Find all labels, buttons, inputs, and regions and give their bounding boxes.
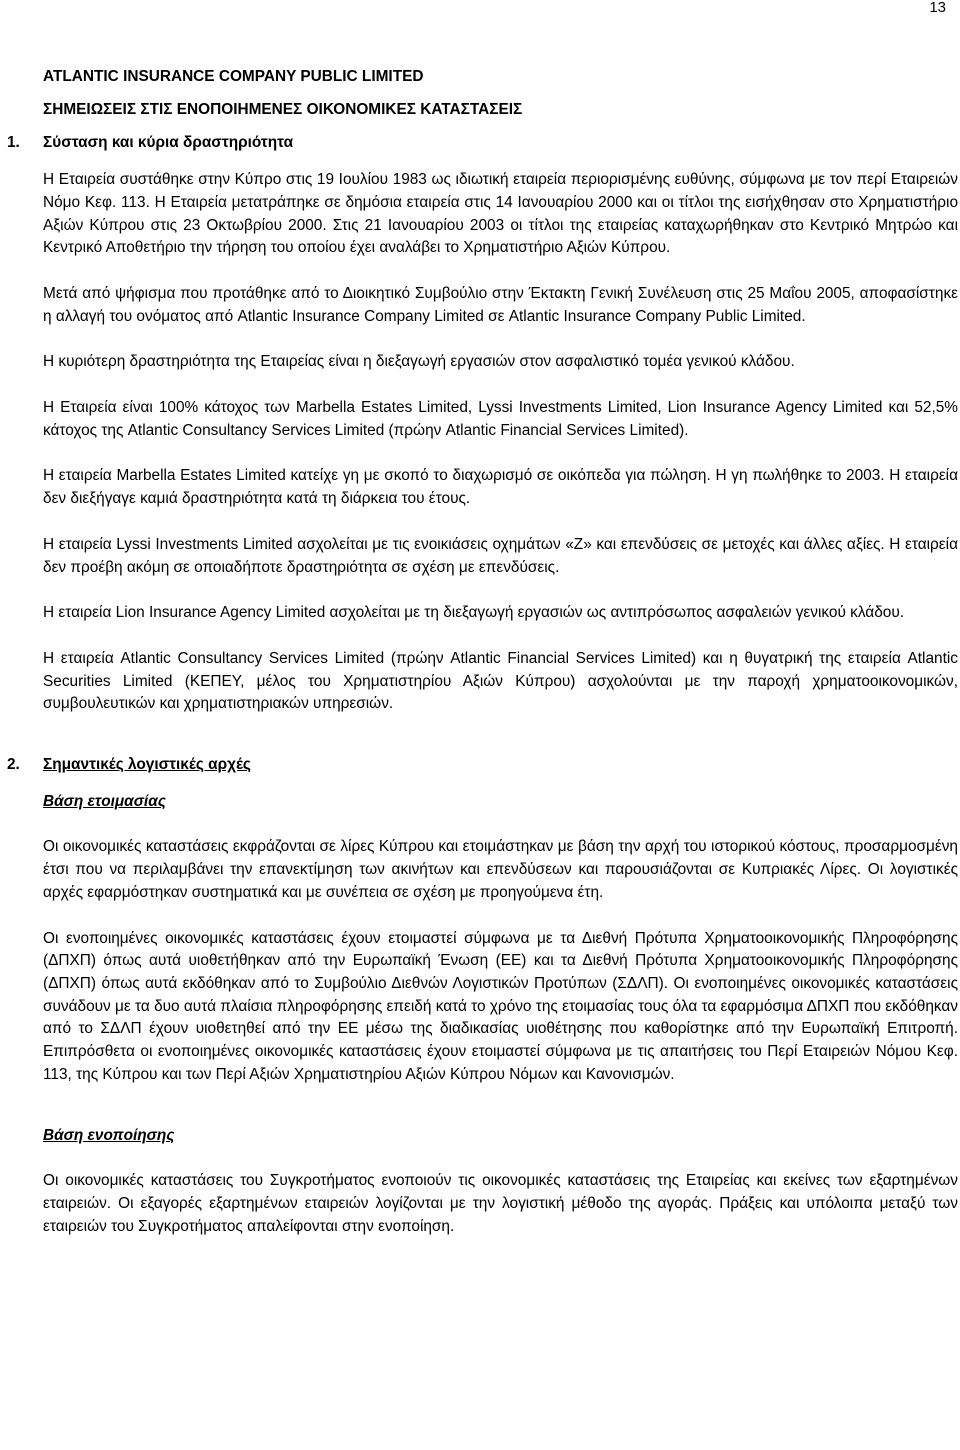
subsection-title: Βάση ενοποίησης bbox=[43, 1126, 175, 1144]
section-heading-2 bbox=[7, 754, 958, 777]
paragraph: Η Εταιρεία συστάθηκε στην Κύπρο στις 19 Ιουλίου 1983 ως ιδιωτική εταιρεία περιορισμένης ευθύνης, σύμφωνα με τον περί Εταιρειών Νόμο Κεφ. 113. Η Εταιρεία μετατράπηκε σε δημόσια εταιρεία στις 14 Ιανουαρίου 2000 και οι τίτλοι της εισήχθησαν στο Χρηματιστήριο Αξιών Κύπρου στις 23 Οκτωβρίου 2000. Στις 21 Ιανουαρίου 2003 οι τίτλοι της εταιρείας καταχωρήθηκαν στο Κεντρικό Μητρώο και Κεντρικό Αποθετήριο την τήρηση του οποίου έχει αναλάβει το Χρηματιστήριο Αξιών Κύπρου. bbox=[43, 171, 958, 257]
paragraph: Οι οικονομικές καταστάσεις του Συγκροτήματος ενοποιούν τις οικονομικές καταστάσεις της Εταιρείας και εκείνες των εξαρτημένων εταιρειών. Οι εξαγορές εξαρτημένων εταιρειών λογίζονται με την λογιστική μέθοδο της αγοράς. Πράξεις και υπόλοιπα μεταξύ των εταιρειών του Συγκροτήματος απαλείφονται στην ενοποίηση. bbox=[43, 1172, 958, 1235]
section-heading-1 bbox=[7, 132, 958, 155]
paragraph: Οι οικονομικές καταστάσεις εκφράζονται σε λίρες Κύπρου και ετοιμάστηκαν με βάση την αρχή του ιστορικού κόστους, προσαρμοσμένη έτσι που να περιλαμβάνει την επανεκτίμηση των ακινήτων και επενδύσεων και παρουσιάζονται σε Κυπριακές Λίρες. Οι λογιστικές αρχές εφαρμόστηκαν συστηματικά και με συνέπεια σε σχέση με προηγούμενα έτη. bbox=[43, 838, 958, 901]
document-title: ΣΗΜΕΙΩΣΕΙΣ ΣΤΙΣ ΕΝΟΠΟΙΗΜΕΝΕΣ ΟΙΚΟΝΟΜΙΚΕΣ ΚΑΤΑΣΤΑΣΕΙΣ bbox=[43, 100, 523, 118]
page-number: 13 bbox=[929, 0, 946, 16]
section-title: Σημαντικές λογιστικές αρχές bbox=[43, 756, 251, 774]
paragraph: Οι ενοποιημένες οικονομικές καταστάσεις έχουν ετοιμαστεί σύμφωνα με τα Διεθνή Πρότυπα Χρηματοοικονομικής Πληροφόρησης (ΔΠΧΠ) όπως αυτά υιοθετήθηκαν από την Ευρωπαϊκή Ένωση (ΕΕ) και τα Διεθνή Πρότυπα Χρηματοοικονομικής Πληροφόρησης (ΔΠΧΠ) όπως αυτά εκδόθηκαν από το Συμβούλιο Διεθνών Λογιστικών Προτύπων (ΣΔΛΠ). Οι ενοποιημένες οικονομικές καταστάσεις συνάδουν με τα δυο αυτά πλαίσια πληροφόρησης επειδή κατά το χρόνο της ετοιμασίας τους όλα τα εφαρμόσιμα ΔΠΧΠ που εκδόθηκαν από το ΣΔΛΠ έχουν υιοθετηθεί από την ΕΕ μέσω της διαδικασίας υιοθέτησης που καθορίστηκε από την Ευρωπαϊκή Επιτροπή. Επιπρόσθετα οι ενοποιημένες οικονομικές καταστάσεις έχουν ετοιμαστεί σύμφωνα με τις απαιτήσεις του Περί Εταιρειών Νόμου Κεφ. 113, της Κύπρου και των Περί Αξιών Χρηματιστηρίου Αξιών Κύπρου Νόμων και Κανονισμών. bbox=[43, 929, 958, 1083]
paragraph: Η κυριότερη δραστηριότητα της Εταιρείας είναι η διεξαγωγή εργασιών στον ασφαλιστικό τομέα γενικού κλάδου. bbox=[43, 353, 795, 371]
company-name: ATLANTIC INSURANCE COMPANY PUBLIC LIMITED bbox=[43, 68, 424, 85]
section-number: 1. bbox=[7, 134, 20, 152]
paragraph: Η εταιρεία Lion Insurance Agency Limited ασχολείται με τη διεξαγωγή εργασιών ως αντιπρόσωπος ασφαλειών γενικού κλάδου. bbox=[43, 604, 905, 622]
section-title: Σύσταση και κύρια δραστηριότητα bbox=[43, 134, 294, 152]
section-number: 2. bbox=[7, 756, 20, 774]
paragraph: Η εταιρεία Lyssi Investments Limited ασχολείται με τις ενοικιάσεις οχημάτων «Z» και επενδύσεις σε μετοχές και άλλες αξίες. Η εταιρεία δεν προέβη ακόμη σε οποιαδήποτε δραστηριότητα σε σχέση με επενδύσεις. bbox=[43, 535, 958, 576]
paragraph: Η εταιρεία Atlantic Consultancy Services Limited (πρώην Atlantic Financial Services Limited) και η θυγατρική της εταιρεία Atlantic Securities Limited (ΚΕΠΕΥ, μέλος του Χρηματιστηρίου Αξιών Κύπρου) ασχολούνται με την παροχή χρηματοοικονομικών, συμβουλευτικών και χρηματιστηριακών υπηρεσιών. bbox=[43, 649, 958, 713]
paragraph: Η εταιρεία Marbella Estates Limited κατείχε γη με σκοπό το διαχωρισμό σε οικόπεδα για πώληση. Η γη πωλήθηκε το 2003. Η εταιρεία δεν διεξήγαγε καμιά δραστηριότητα κατά τη διάρκεια του έτους. bbox=[43, 467, 958, 508]
paragraph: Η Εταιρεία είναι 100% κάτοχος των Marbella Estates Limited, Lyssi Investments Limited, Lion Insurance Agency Limited και 52,5% κάτοχος της Atlantic Consultancy Services Limited (πρώην Atlantic Financial Services Limited). bbox=[43, 399, 958, 439]
subsection-title: Βάση ετοιμασίας bbox=[43, 792, 166, 810]
paragraph: Μετά από ψήφισμα που προτάθηκε από το Διοικητικό Συμβούλιο στην Έκτακτη Γενική Συνέλευση στις 25 Μαΐου 2005, αποφασίστηκε η αλλαγή του ονόματος από Atlantic Insurance Company Limited σε Atlantic Insurance Company Public Limited. bbox=[43, 284, 958, 325]
document-body bbox=[7, 66, 958, 1238]
